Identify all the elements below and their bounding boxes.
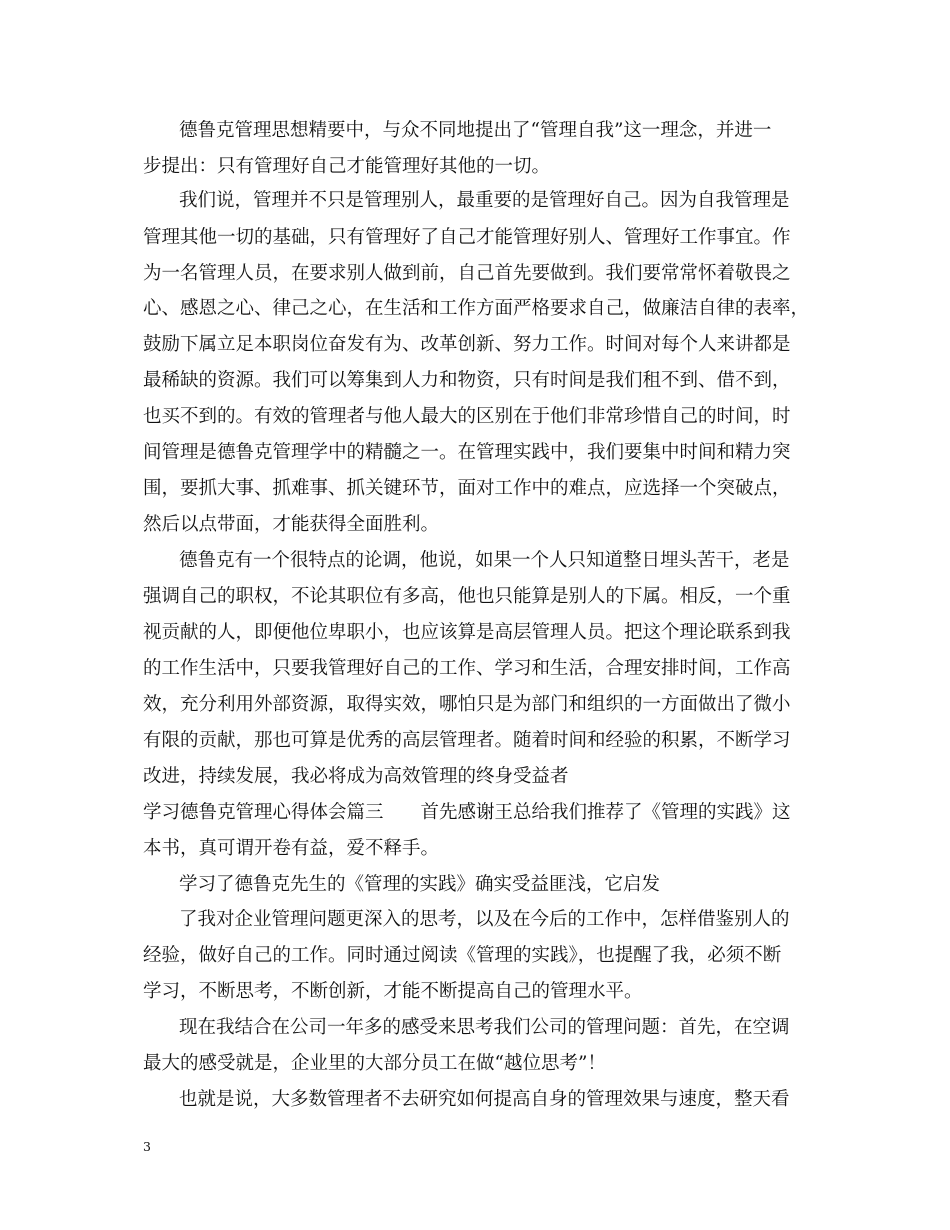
text-line: 现在我结合在公司一年多的感受来思考我们公司的管理问题：首先，在空调 [179,1017,790,1038]
text-line: 围，要抓大事、抓难事、抓关键环节，面对工作中的难点，应选择一个突破点， [143,478,791,499]
text-line: 心、感恩之心、律己之心，在生活和工作方面严格要求自己，做廉洁自律的表率， [143,298,810,319]
text-line: 为一名管理人员，在要求别人做到前，自己首先要做到。我们要常常怀着敬畏之 [143,263,791,284]
text-line: 德鲁克有一个很特点的论调，他说，如果一个人只知道整日埋头苦干，老是 [179,550,790,571]
text-line: 间管理是德鲁克管理学中的精髓之一。在管理实践中，我们要集中时间和精力突 [143,442,791,463]
page-number: 3 [143,1139,151,1154]
text-line: 管理其他一切的基础，只有管理好了自己才能管理好别人、管理好工作事宜。作 [143,227,791,248]
text-line: 经验，做好自己的工作。同时通过阅读《管理的实践》，也提醒了我，必须不断 [143,945,782,966]
text-line: 了我对企业管理问题更深入的思考，以及在今后的工作中，怎样借鉴别人的 [179,909,790,930]
text-line: 最大的感受就是，企业里的大部分员工在做“越位思考”！ [143,1053,606,1074]
text-line: 我们说，管理并不只是管理别人，最重要的是管理好自己。因为自我管理是 [179,190,790,211]
text-line: 效，充分利用外部资源，取得实效，哪怕只是为部门和组织的一方面做出了微小 [143,694,791,715]
text-line: 学习德鲁克管理心得体会篇三 首先感谢王总给我们推荐了《管理的实践》这 [143,802,791,823]
text-line: 强调自己的职权，不论其职位有多高，他也只能算是别人的下属。相反，一个重 [143,586,791,607]
text-line: 也买不到的。有效的管理者与他人最大的区别在于他们非常珍惜自己的时间，时 [143,406,791,427]
text-line: 视贡献的人，即便他位卑职小，也应该算是高层管理人员。把这个理论联系到我 [143,622,791,643]
text-line: 也就是说，大多数管理者不去研究如何提高自身的管理效果与速度，整天看 [179,1089,790,1110]
text-line: 然后以点带面，才能获得全面胜利。 [143,514,440,535]
text-line: 鼓励下属立足本职岗位奋发有为、改革创新、努力工作。时间对每个人来讲都是 [143,334,791,355]
text-line: 学习，不断思考，不断创新，才能不断提高自己的管理水平。 [143,981,643,1002]
text-line: 有限的贡献，那也可算是优秀的高层管理者。随着时间和经验的积累，不断学习 [143,730,791,751]
text-line: 本书，真可谓开卷有益，爱不释手。 [143,838,440,859]
text-line: 步提出：只有管理好自己才能管理好其他的一切。 [143,156,551,177]
text-line: 德鲁克管理思想精要中，与众不同地提出了“管理自我”这一理念，并进一 [179,120,772,141]
text-line: 最稀缺的资源。我们可以筹集到人力和物资，只有时间是我们租不到、借不到， [143,370,791,391]
text-line: 的工作生活中，只要我管理好自己的工作、学习和生活，合理安排时间，工作高 [143,658,791,679]
text-line: 学习了德鲁克先生的《管理的实践》确实受益匪浅，它启发 [179,874,661,895]
text-line: 改进，持续发展，我必将成为高效管理的终身受益者 [143,766,569,787]
